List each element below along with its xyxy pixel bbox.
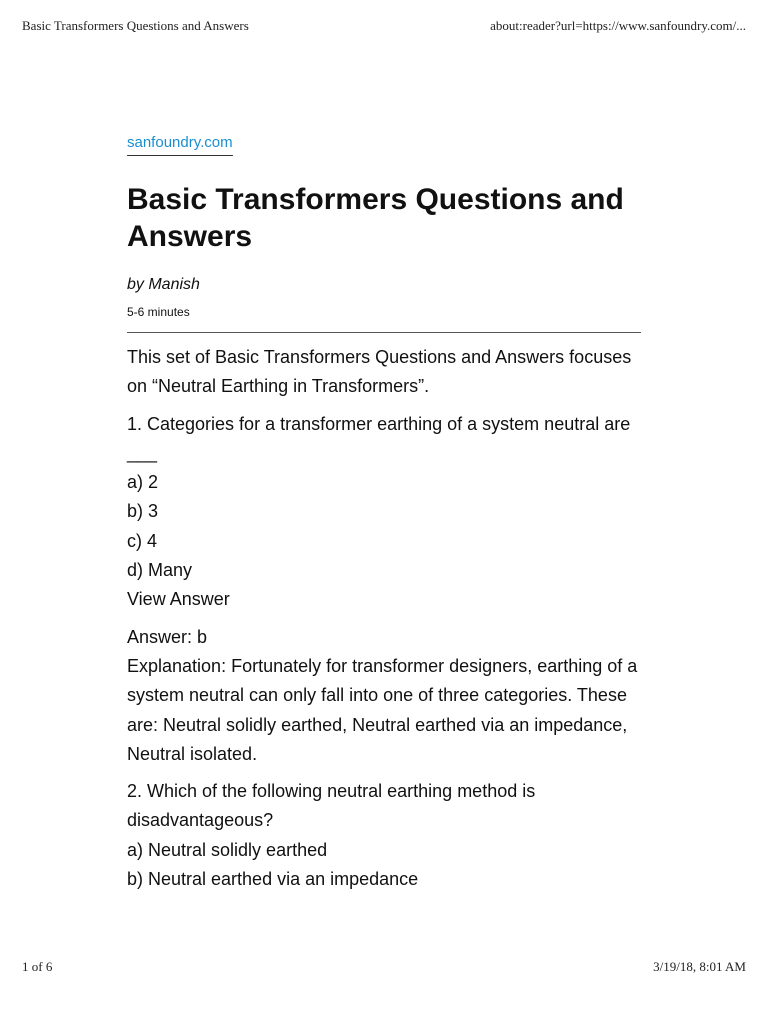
source-domain-link[interactable]: sanfoundry.com bbox=[127, 134, 233, 156]
answer-1-explanation: Explanation: Fortunately for transformer designers, earthing of a system neutral can only fall into one of three categories. These are: Neutral solidly earthed, Neutral earthed via an impedance, Neutral isolated. bbox=[127, 655, 638, 764]
question-2-option-a: a) Neutral solidly earthed bbox=[127, 839, 328, 860]
question-1-option-c: c) 4 bbox=[127, 530, 158, 551]
view-answer-button[interactable]: View Answer bbox=[127, 589, 230, 610]
question-2-text: 2. Which of the following neutral earthing method is disadvantageous? bbox=[127, 781, 536, 831]
article-byline: by Manish bbox=[127, 276, 200, 293]
print-header-url: about:reader?url=https://www.sanfoundry.com/... bbox=[490, 18, 746, 33]
question-1 bbox=[127, 410, 641, 615]
header-divider bbox=[127, 332, 641, 333]
answer-1-label: Answer: b bbox=[127, 626, 208, 647]
article-content bbox=[127, 343, 641, 894]
print-footer bbox=[22, 959, 746, 979]
question-1-option-b: b) 3 bbox=[127, 501, 159, 522]
question-2 bbox=[127, 777, 641, 894]
question-2-option-b: b) Neutral earthed via an impedance bbox=[127, 869, 419, 890]
question-1-option-d: d) Many bbox=[127, 560, 193, 581]
print-header-title: Basic Transformers Questions and Answers bbox=[22, 18, 249, 33]
page-number: 1 of 6 bbox=[22, 959, 53, 974]
article-title: Basic Transformers Questions and Answers bbox=[127, 183, 624, 253]
answer-1 bbox=[127, 623, 641, 769]
question-1-text: 1. Categories for a transformer earthing of a system neutral are ___ bbox=[127, 413, 631, 463]
print-header bbox=[22, 18, 746, 38]
reading-time: 5-6 minutes bbox=[127, 305, 190, 319]
question-1-option-a: a) 2 bbox=[127, 472, 159, 493]
reader-view bbox=[127, 134, 641, 902]
print-datetime: 3/19/18, 8:01 AM bbox=[653, 959, 746, 974]
intro-paragraph: This set of Basic Transformers Questions and Answers focuses on “Neutral Earthing in Transformers”. bbox=[127, 347, 632, 397]
